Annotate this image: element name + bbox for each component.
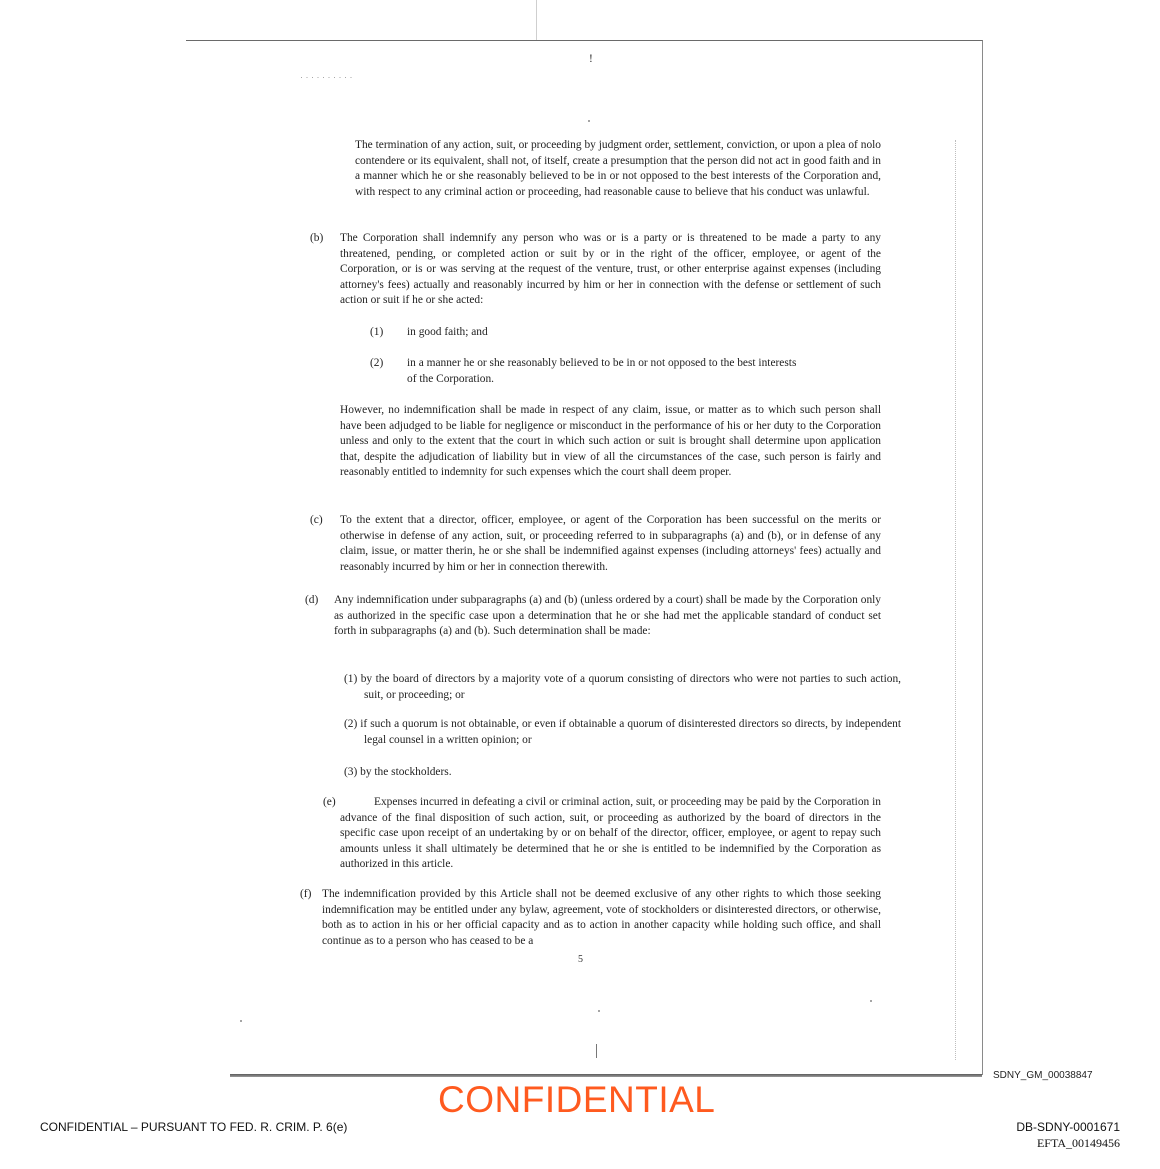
scan-artifact: · · · · · · · · · · bbox=[300, 72, 353, 82]
footer-bates-db-sdny: DB-SDNY-0001671 bbox=[1016, 1120, 1120, 1134]
paragraph-a-continued: The termination of any action, suit, or proceeding by judgment order, settlement, conviction, or upon a plea of nolo contendere or its equivalent, shall not, of itself, create a presumption that the person did not act in good faith and in a manner which he or she reasonably believed to be in or not opposed to the best interests of the Corporation and, with respect to any criminal action or proceeding, had reasonable cause to believe that his conduct was unlawful. bbox=[355, 139, 881, 198]
footer-confidential-notice: CONFIDENTIAL – PURSUANT TO FED. R. CRIM. P. 6(e) bbox=[40, 1120, 348, 1134]
scan-artifact bbox=[240, 1020, 242, 1022]
paragraph-e: Expenses incurred in defeating a civil or criminal action, suit, or proceeding may be paid by the Corporation in advance of the final disposition of such action, suit, or proceeding as authorized by the board of directors in the specific case upon receipt of an undertaking by or on behalf of the director, officer, employee, or agent to repay such amounts unless it shall ultimately be determined that he or she is entitled to be indemnified by the Corporation as authorized in this article. bbox=[340, 796, 881, 871]
confidential-stamp: CONFIDENTIAL bbox=[438, 1079, 716, 1120]
paragraph-d: Any indemnification under subparagraphs (a) and (b) (unless ordered by a court) shall be made by the Corporation only as authorized in the specific case upon a determination that he or she had met the applicable standard of conduct set forth in subparagraphs (a) and (b). Such determination shall be made: bbox=[334, 594, 881, 638]
paragraph-b: The Corporation shall indemnify any person who was or is a party or is threatened to be made a party to any threatened, pending, or completed action or suit by or in the right of the officer, employee, or agent of the Corporation, or is or was serving at the request of the venture, trust, or other enterprise against expenses (including attorney's fees) actually and reasonably incurred by him or her in connection with the defense or settlement of such action or suit if he or she acted: bbox=[340, 232, 881, 307]
bates-stamp-sdny-gm: SDNY_GM_00038847 bbox=[993, 1070, 1093, 1081]
page-bottom-edge bbox=[230, 1074, 982, 1077]
paragraph-d-2: (2) if such a quorum is not obtainable, or even if obtainable a quorum of disinterested directors so directs, by independent legal counsel in a written opinion; or bbox=[344, 718, 901, 746]
label-c: (c) bbox=[310, 514, 323, 526]
label-d: (d) bbox=[305, 594, 319, 606]
top-mark: ! bbox=[589, 53, 593, 65]
scan-artifact bbox=[536, 0, 537, 40]
paragraph-c: To the extent that a director, officer, employee, or agent of the Corporation has been successful on the merits or otherwise in defense of any action, suit, or proceeding referred to in subparagraphs (a) and (b), or in defense of any claim, issue, or matter therin, he or she shall be indemnified against expenses (including attorneys' fees) actually and reasonably incurred by him or her in connection therewith. bbox=[340, 514, 881, 573]
paragraph-d-3: (3) by the stockholders. bbox=[344, 766, 452, 778]
footer-bates-efta: EFTA_00149456 bbox=[1036, 1136, 1120, 1150]
paragraph-f: The indemnification provided by this Article shall not be deemed exclusive of any other rights to which those seeking indemnification may be entitled under any bylaw, agreement, vote of stockholders or disinterested directors, or otherwise, both as to action in his or her official capacity and as to action in another capacity while holding such office, and shall continue as to a person who has ceased to be a bbox=[322, 888, 881, 947]
label-e: (e) bbox=[323, 796, 336, 808]
scan-artifact bbox=[598, 1010, 600, 1012]
label-b-1: (1) bbox=[370, 326, 384, 338]
label-b: (b) bbox=[310, 232, 324, 244]
page-number: 5 bbox=[578, 954, 583, 965]
scan-margin-artifact bbox=[955, 140, 956, 1060]
label-f: (f) bbox=[300, 888, 312, 900]
scan-artifact bbox=[870, 1000, 872, 1002]
paragraph-b-however: However, no indemnification shall be made in respect of any claim, issue, or matter as to which such person shall have been adjudged to be liable for negligence or misconduct in the performance of his or her duty to the Corporation unless and only to the extent that the court in which such action or suit is brought shall determine upon application that, despite the adjudication of liability but in view of all the circumstances of the case, such person is fairly and reasonably entitled to indemnity for such expenses which the court shall deem proper. bbox=[340, 404, 881, 479]
paragraph-d-1: (1) by the board of directors by a majority vote of a quorum consisting of directors who were not parties to such action, suit, or proceeding; or bbox=[344, 673, 901, 701]
paragraph-b-2: in a manner he or she reasonably believed to be in or not opposed to the best interests of the Corporation. bbox=[407, 357, 797, 385]
scan-artifact bbox=[596, 1044, 597, 1058]
label-b-2: (2) bbox=[370, 357, 384, 369]
scan-artifact bbox=[588, 120, 590, 122]
paragraph-b-1: in good faith; and bbox=[407, 326, 488, 338]
